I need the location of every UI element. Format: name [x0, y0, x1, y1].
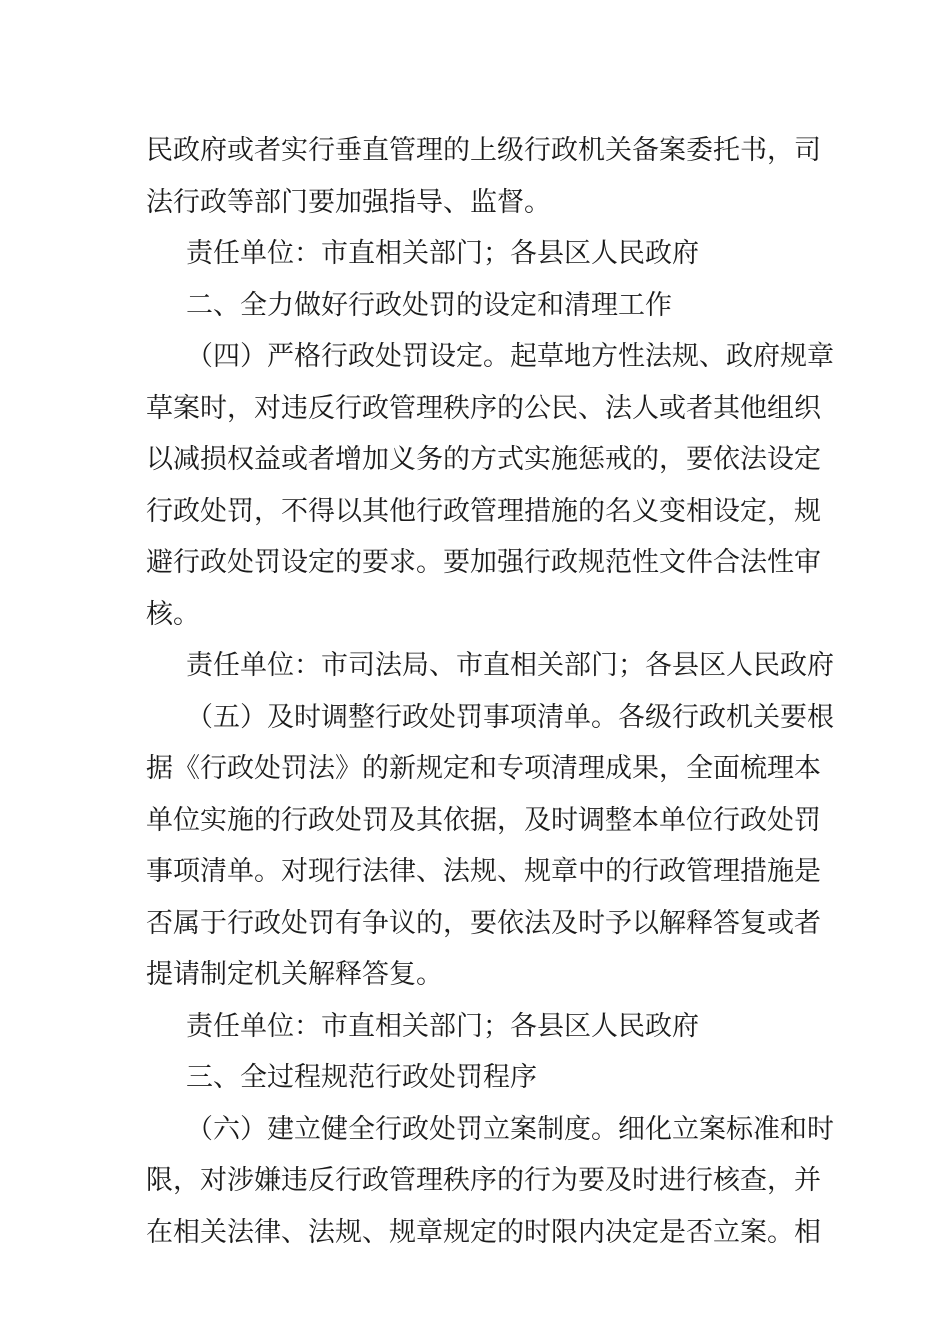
text-line: 责任单位：市司法局、市直相关部门；各县区人民政府 — [186, 650, 834, 681]
text-line: 民政府或者实行垂直管理的上级行政机关备案委托书，司 — [146, 135, 821, 166]
text-line: 三、全过程规范行政处罚程序 — [186, 1062, 537, 1093]
text-line: （四）严格行政处罚设定。起草地方性法规、政府规章 — [186, 341, 834, 372]
text-line: 单位实施的行政处罚及其依据，及时调整本单位行政处罚 — [146, 804, 821, 836]
paragraph-p5 — [146, 640, 834, 692]
text-line: 否属于行政处罚有争议的，要依法及时予以解释答复或者 — [146, 907, 821, 939]
paragraph-p7 — [146, 1001, 808, 1053]
text-line: （六）建立健全行政处罚立案制度。细化立案标准和时 — [186, 1113, 834, 1145]
text-line: 责任单位：市直相关部门；各县区人民政府 — [186, 238, 699, 269]
paragraph-p6 — [146, 692, 834, 1001]
document-body — [146, 125, 834, 1258]
text-line: 二、全力做好行政处罚的设定和清理工作 — [186, 289, 672, 321]
text-line: 事项清单。对现行法律、法规、规章中的行政管理措施是 — [146, 856, 821, 887]
text-line: 限，对涉嫌违反行政管理秩序的行为要及时进行核查，并 — [146, 1165, 821, 1196]
text-line: 在相关法律、法规、规章规定的时限内决定是否立案。相 — [146, 1216, 821, 1248]
paragraph-p4 — [146, 331, 834, 640]
text-line: 核。 — [146, 598, 200, 630]
text-line: （五）及时调整行政处罚事项清单。各级行政机关要根 — [186, 701, 834, 733]
paragraph-p1 — [146, 125, 821, 228]
text-line: 据《行政处罚法》的新规定和专项清理成果，全面梳理本 — [146, 753, 821, 784]
text-line: 避行政处罚设定的要求。要加强行政规范性文件合法性审 — [146, 547, 821, 578]
paragraph-p9 — [146, 1104, 834, 1259]
paragraph-p8 — [146, 1052, 808, 1104]
text-line: 草案时，对违反行政管理秩序的公民、法人或者其他组织 — [146, 392, 821, 424]
paragraph-p3 — [146, 280, 808, 332]
text-line: 责任单位：市直相关部门；各县区人民政府 — [186, 1010, 699, 1042]
paragraph-p2 — [146, 228, 808, 280]
text-line: 行政处罚，不得以其他行政管理措施的名义变相设定，规 — [146, 495, 821, 527]
text-line: 法行政等部门要加强指导、监督。 — [146, 186, 551, 218]
text-line: 提请制定机关解释答复。 — [146, 959, 443, 990]
text-line: 以减损权益或者增加义务的方式实施惩戒的，要依法设定 — [146, 444, 821, 475]
